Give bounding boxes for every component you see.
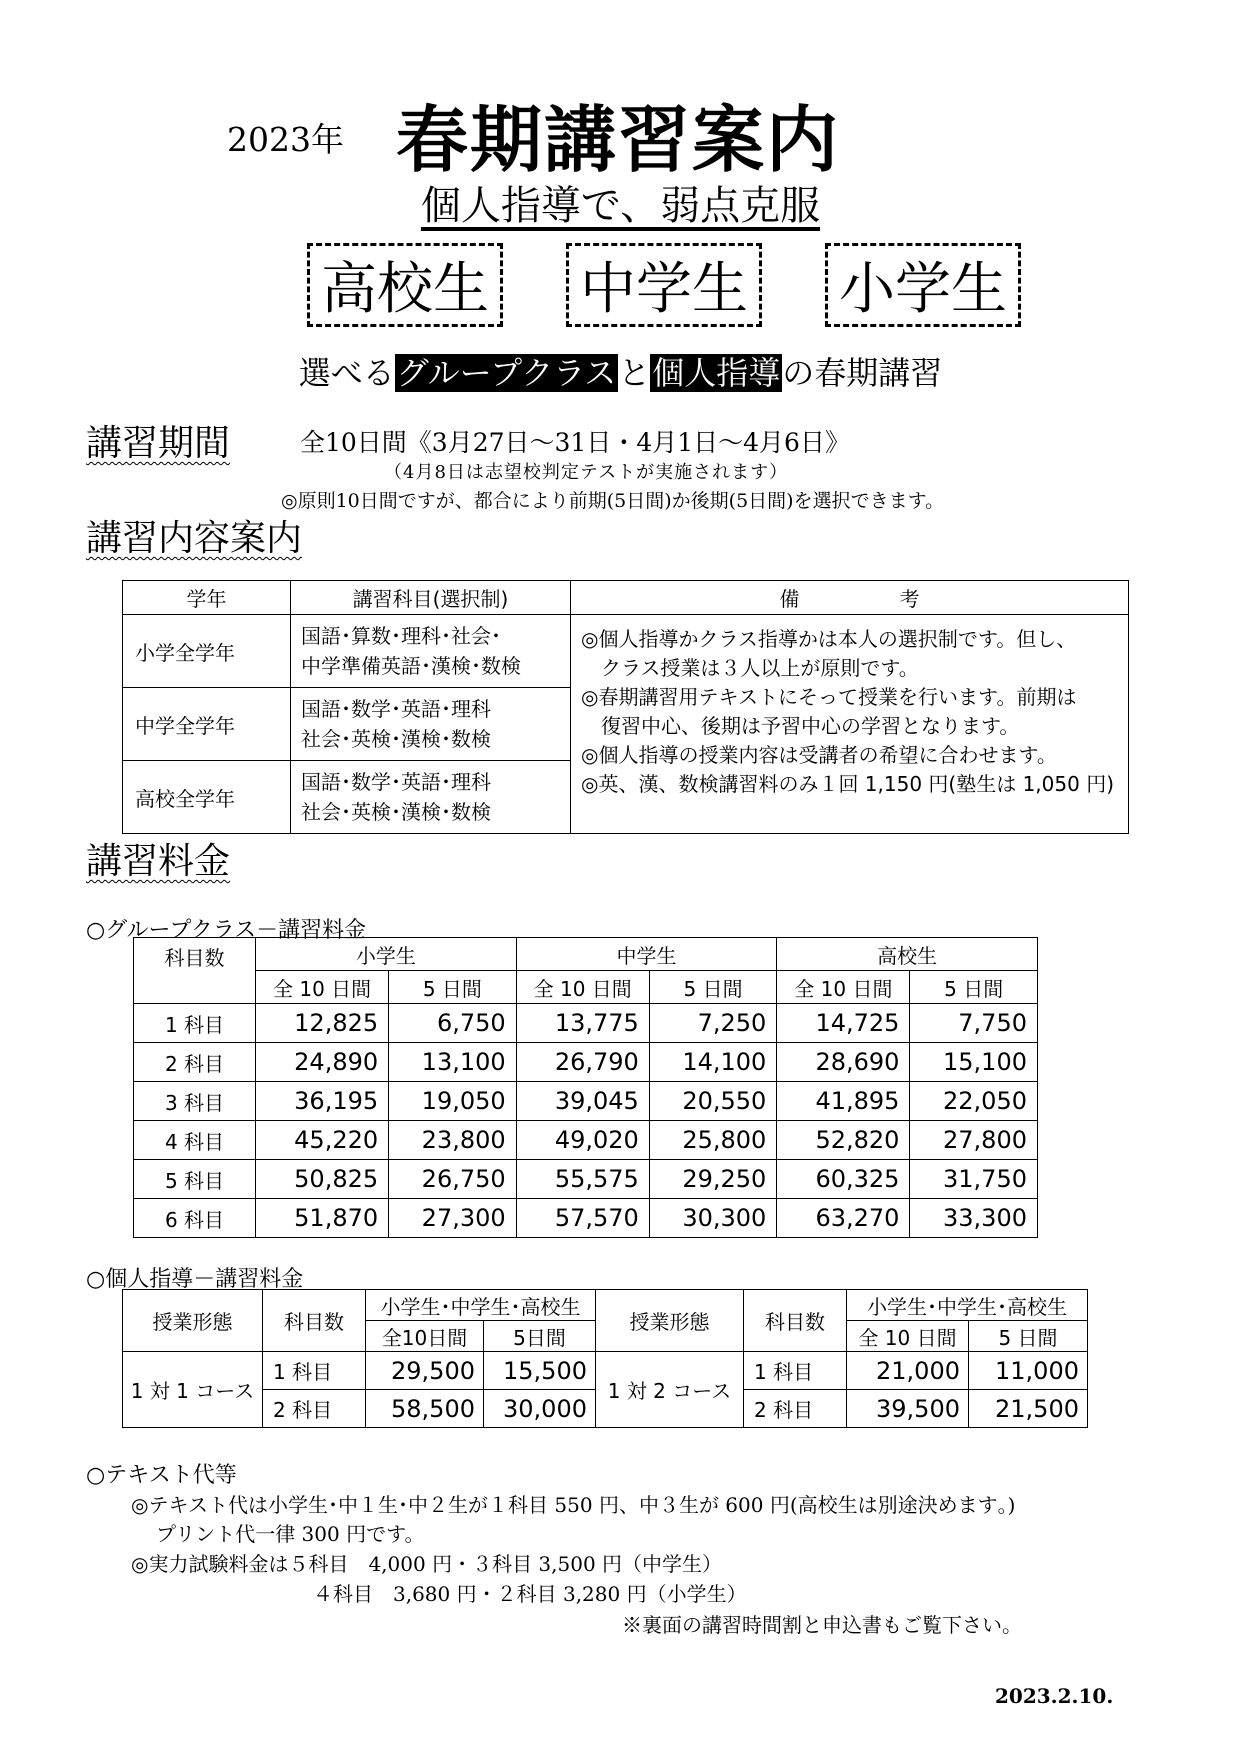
table-cell xyxy=(291,615,571,688)
text-fee-line: ◎テキスト代は小学生･中１生･中２生が１科目 550 円、中３生が 600 円(高校生は別途決めます｡) xyxy=(131,1493,1016,1517)
table-cell: 60,325 xyxy=(777,1160,910,1199)
table-cell: 24,890 xyxy=(256,1043,389,1082)
tagline-part2: と xyxy=(618,354,651,392)
year-label: 2023年 xyxy=(227,120,344,159)
table-cell: 22,050 xyxy=(910,1082,1038,1121)
group-fee-table xyxy=(133,937,1038,1238)
note-line: ◎個人指導かクラス指導かは本人の選択制です。但し、 xyxy=(581,627,1077,651)
table-cell: 7,250 xyxy=(649,1004,777,1043)
table-header: 5日間 xyxy=(484,1321,596,1352)
table-header: 5 日間 xyxy=(910,971,1038,1004)
table-cell: 31,750 xyxy=(910,1160,1038,1199)
table-header: 講習科目(選択制) xyxy=(291,581,571,615)
subjects-line: 中学準備英語･漢検･数検 xyxy=(301,654,521,678)
table-cell: 7,750 xyxy=(910,1004,1038,1043)
table-cell: 5 科目 xyxy=(134,1160,256,1199)
table-cell: 23,800 xyxy=(389,1121,517,1160)
page-title: 春期講習案内 xyxy=(396,98,841,182)
table-row xyxy=(134,1160,1038,1199)
table-cell: 55,575 xyxy=(516,1160,649,1199)
subjects-line: 社会･英検･漢検･数検 xyxy=(301,800,491,824)
private-fee-table xyxy=(122,1289,1088,1428)
table-cell: 57,570 xyxy=(516,1199,649,1238)
table-cell: 高校全学年 xyxy=(123,761,291,834)
table-cell: 21,000 xyxy=(847,1352,969,1390)
table-row xyxy=(134,1043,1038,1082)
note-line: ◎春期講習用テキストにそって授業を行います。前期は xyxy=(581,685,1077,709)
table-header-row xyxy=(123,1290,1088,1321)
table-header: 備 考 xyxy=(571,581,1129,615)
table-header: 小学生･中学生･高校生 xyxy=(366,1290,596,1321)
table-cell: 26,790 xyxy=(516,1043,649,1082)
text-fee-line: ◎実力試験料金は５科目 4,000 円・３科目 3,500 円（中学生） xyxy=(131,1552,723,1576)
table-cell: 30,000 xyxy=(484,1390,596,1428)
document-date: 2023.2.10. xyxy=(995,1684,1114,1708)
table-header: 5 日間 xyxy=(969,1321,1088,1352)
period-note-choice: ◎原則10日間ですが、都合により前期(5日間)か後期(5日間)を選択できます。 xyxy=(281,490,945,512)
table-cell xyxy=(291,761,571,834)
group-fee-body xyxy=(134,1004,1038,1238)
table-cell: 13,100 xyxy=(389,1043,517,1082)
tagline xyxy=(0,348,1241,394)
table-cell: 39,045 xyxy=(516,1082,649,1121)
text-fee-line: プリント代一律 300 円です。 xyxy=(156,1522,425,1546)
notes-cell xyxy=(571,615,1129,834)
table-cell: 27,800 xyxy=(910,1121,1038,1160)
table-header: 科目数 xyxy=(744,1290,847,1352)
table-cell: 50,825 xyxy=(256,1160,389,1199)
table-cell: 1 科目 xyxy=(134,1004,256,1043)
table-cell: 15,500 xyxy=(484,1352,596,1390)
table-cell: 36,195 xyxy=(256,1082,389,1121)
table-header: 授業形態 xyxy=(596,1290,744,1352)
table-cell: 28,690 xyxy=(777,1043,910,1082)
table-cell: 2 科目 xyxy=(263,1390,366,1428)
table-cell: 33,300 xyxy=(910,1199,1038,1238)
table-header: 全 10 日間 xyxy=(847,1321,969,1352)
table-header: 科目数 xyxy=(134,938,256,1004)
table-cell: 39,500 xyxy=(847,1390,969,1428)
note-line: 復習中心、後期は予習中心の学習となります。 xyxy=(581,714,1020,738)
table-cell: 14,725 xyxy=(777,1004,910,1043)
table-cell: 19,050 xyxy=(389,1082,517,1121)
table-cell: 41,895 xyxy=(777,1082,910,1121)
text-fee-line: ４科目 3,680 円・２科目 3,280 円（小学生） xyxy=(313,1582,747,1606)
table-row xyxy=(123,1352,1088,1390)
subjects-line: 国語･数学･英語･理科 xyxy=(301,697,491,721)
table-header: 小学生･中学生･高校生 xyxy=(847,1290,1088,1321)
table-cell: 49,020 xyxy=(516,1121,649,1160)
table-header: 全 10 日間 xyxy=(256,971,389,1004)
table-header: 科目数 xyxy=(263,1290,366,1352)
table-cell: 12,825 xyxy=(256,1004,389,1043)
course-table xyxy=(122,580,1129,834)
table-cell: 11,000 xyxy=(969,1352,1088,1390)
table-header: 全 10 日間 xyxy=(777,971,910,1004)
table-cell: 6,750 xyxy=(389,1004,517,1043)
tagline-part3: の春期講習 xyxy=(782,354,943,392)
note-line: ◎個人指導の授業内容は受講者の希望に合わせます。 xyxy=(581,743,1057,767)
table-header: 全 10 日間 xyxy=(516,971,649,1004)
table-row xyxy=(134,1004,1038,1043)
subjects-line: 国語･数学･英語･理科 xyxy=(301,770,491,794)
table-cell: 29,500 xyxy=(366,1352,484,1390)
period-text: 全10日間《3月27日～31日・4月1日～4月6日》 xyxy=(300,428,850,457)
note-line: ◎英、漢、数検講習料のみ１回 1,150 円(塾生は 1,050 円) xyxy=(581,772,1114,796)
subjects-line: 国語･算数･理科･社会･ xyxy=(301,624,501,648)
subtitle: 個人指導で、弱点克服 xyxy=(420,183,821,229)
table-row xyxy=(134,1121,1038,1160)
table-cell xyxy=(291,688,571,761)
table-header: 中学生 xyxy=(516,938,777,971)
table-header: 授業形態 xyxy=(123,1290,263,1352)
table-cell: 15,100 xyxy=(910,1043,1038,1082)
table-cell: 45,220 xyxy=(256,1121,389,1160)
table-cell: 51,870 xyxy=(256,1199,389,1238)
contents-heading: 講習内容案内 xyxy=(86,518,303,559)
group-fee-label: ○グループクラス－講習料金 xyxy=(86,918,367,943)
table-cell: 29,250 xyxy=(649,1160,777,1199)
table-header-row xyxy=(134,971,1038,1004)
table-cell: 1 対 1 コース xyxy=(123,1352,263,1428)
table-header: 全10日間 xyxy=(366,1321,484,1352)
note-line: クラス授業は３人以上が原則です。 xyxy=(581,656,919,680)
subjects-line: 社会･英検･漢検･数検 xyxy=(301,727,491,751)
table-cell: 25,800 xyxy=(649,1121,777,1160)
table-cell: 2 科目 xyxy=(744,1390,847,1428)
tagline-part1: 選べる xyxy=(298,354,395,392)
grade-box-middle: 中学生 xyxy=(566,243,762,327)
table-header: 5 日間 xyxy=(649,971,777,1004)
table-cell: 14,100 xyxy=(649,1043,777,1082)
table-cell: 中学全学年 xyxy=(123,688,291,761)
table-cell: 4 科目 xyxy=(134,1121,256,1160)
table-cell: 52,820 xyxy=(777,1121,910,1160)
table-header: 5 日間 xyxy=(389,971,517,1004)
tagline-highlight-private: 個人指導 xyxy=(652,354,781,392)
table-cell: 13,775 xyxy=(516,1004,649,1043)
table-cell: 1 対 2 コース xyxy=(596,1352,744,1428)
table-header-row xyxy=(123,581,1129,615)
text-fee-line: ※裏面の講習時間割と申込書もご覧下さい。 xyxy=(622,1613,1022,1637)
grade-box-elementary: 小学生 xyxy=(825,243,1021,327)
table-cell: 58,500 xyxy=(366,1390,484,1428)
table-cell: 1 科目 xyxy=(744,1352,847,1390)
table-cell: 30,300 xyxy=(649,1199,777,1238)
table-row xyxy=(123,615,1129,688)
text-fee-label: ○テキスト代等 xyxy=(86,1463,237,1488)
period-note-test: （4月8日は志望校判定テストが実施されます） xyxy=(384,462,789,483)
fees-heading: 講習料金 xyxy=(86,841,231,882)
table-cell: 3 科目 xyxy=(134,1082,256,1121)
table-header-row xyxy=(134,938,1038,971)
table-header: 小学生 xyxy=(256,938,517,971)
table-cell: 20,550 xyxy=(649,1082,777,1121)
table-header: 高校生 xyxy=(777,938,1038,971)
private-fee-label: ○個人指導－講習料金 xyxy=(86,1267,304,1292)
table-cell: 小学全学年 xyxy=(123,615,291,688)
table-cell: 1 科目 xyxy=(263,1352,366,1390)
table-cell: 2 科目 xyxy=(134,1043,256,1082)
table-header: 学年 xyxy=(123,581,291,615)
table-cell: 26,750 xyxy=(389,1160,517,1199)
grade-box-high: 高校生 xyxy=(307,243,503,327)
period-heading: 講習期間 xyxy=(86,423,231,464)
table-cell: 21,500 xyxy=(969,1390,1088,1428)
table-cell: 63,270 xyxy=(777,1199,910,1238)
tagline-highlight-group: グループクラス xyxy=(396,354,617,392)
table-row xyxy=(134,1082,1038,1121)
table-cell: 27,300 xyxy=(389,1199,517,1238)
table-cell: 6 科目 xyxy=(134,1199,256,1238)
table-row xyxy=(134,1199,1038,1238)
